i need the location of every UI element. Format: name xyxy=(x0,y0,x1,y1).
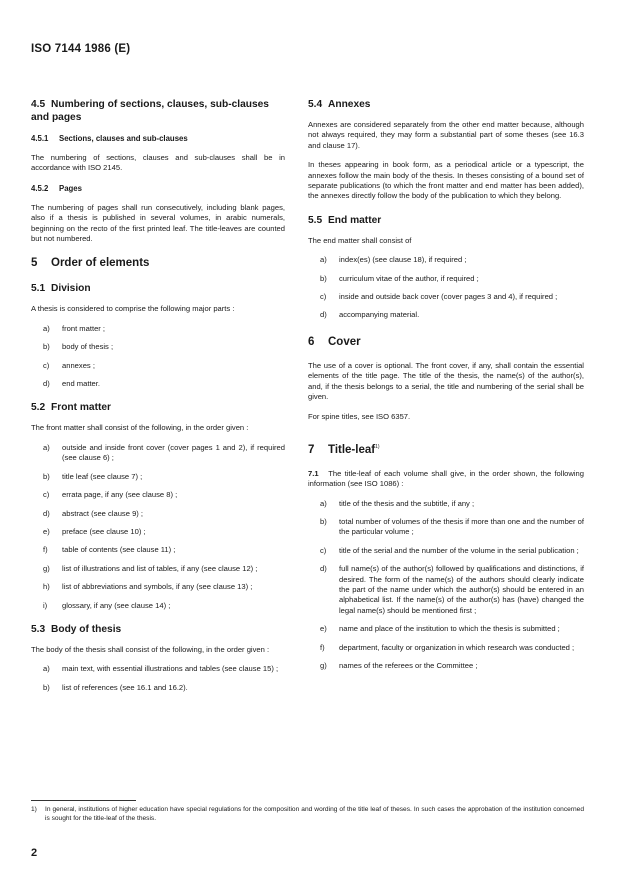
section-number: 5.2 xyxy=(31,402,46,414)
section-title: Cover xyxy=(328,335,361,348)
list-item xyxy=(31,443,285,464)
paragraph: The numbering of pages shall run consecutively, including blank pages, also if a thesis is published in several volumes, in arabic numerals, beginning on the recto of the first printed leaf. The title-leaves are counted but not numbered. xyxy=(31,202,285,244)
section-title: Order of elements xyxy=(51,257,150,270)
list-text: title of the thesis and the subtitle, if any ; xyxy=(339,498,475,508)
list-marker: a) xyxy=(43,323,50,333)
paragraph: A thesis is considered to comprise the following major parts : xyxy=(31,304,235,314)
paragraph: The body of the thesis shall consist of the following, in the order given : xyxy=(31,644,270,654)
list-item xyxy=(31,342,285,352)
list-marker: b) xyxy=(43,682,50,692)
list-text: preface (see clause 10) ; xyxy=(62,526,146,536)
list-marker: a) xyxy=(320,255,327,265)
section-5-2-heading xyxy=(31,401,285,414)
list-text: full name(s) of the author(s) followed by qualifications and distinctions, if desired. The form of the name(s) of the authors should clearly indicate the part of the name under which the author(s) should be entered in an alphabetical list. If the name(s) of the author(s) has (have) changed the legal name(s) should be mentioned first ; xyxy=(339,564,584,615)
section-number: 5.3 xyxy=(31,623,46,635)
section-5-heading xyxy=(31,256,285,270)
section-number: 7.1 xyxy=(308,468,319,478)
list-marker: g) xyxy=(43,563,50,573)
paragraph-text: The title-leaf of each volume shall give, in the order shown, the following information (see ISO 1086) : xyxy=(308,468,584,489)
list-text: total number of volumes of the thesis if more than one and the number of the particular volume ; xyxy=(339,516,584,537)
paragraph: In theses appearing in book form, as a periodical article or a typescript, the annexes follow the main body of the thesis. In theses consisting of a bound set of separate publications (to which the front matter and end matter has been added), the annexes directly follow the body of the publication to which they belong. xyxy=(308,160,584,201)
paragraph: For spine titles, see ISO 6357. xyxy=(308,411,411,421)
list-5-2 xyxy=(31,443,285,611)
list-marker: b) xyxy=(43,471,50,481)
footnote-text: In general, institutions of higher education have special regulations for the composition and wording of the title leaf of theses. In such cases the approbation of the institution concerned is sought for the title-leaf of the thesis. xyxy=(45,806,584,822)
list-text: inside and outside back cover (cover pages 3 and 4), if required ; xyxy=(339,292,558,302)
list-marker: b) xyxy=(320,516,327,526)
section-number: 4.5.2 xyxy=(31,183,49,193)
list-marker: d) xyxy=(43,379,50,389)
list-marker: h) xyxy=(43,582,50,592)
paragraph: The front matter shall consist of the following, in the order given : xyxy=(31,423,249,433)
section-7-heading xyxy=(308,440,584,457)
list-text: curriculum vitae of the author, if required ; xyxy=(339,273,479,283)
list-text: front matter ; xyxy=(62,323,106,333)
list-text: end matter. xyxy=(62,379,100,389)
list-text: errata page, if any (see clause 8) ; xyxy=(62,490,178,500)
list-item xyxy=(31,324,285,334)
list-item xyxy=(31,582,285,592)
footnote-reference: 1) xyxy=(375,443,380,450)
list-text: body of thesis ; xyxy=(62,342,114,352)
section-number: 5.1 xyxy=(31,283,46,295)
list-marker: g) xyxy=(320,661,327,671)
list-marker: c) xyxy=(43,360,50,370)
list-item xyxy=(308,546,584,556)
section-title: Annexes xyxy=(328,99,371,110)
section-title: Front matter xyxy=(51,402,111,414)
section-number: 4.5.1 xyxy=(31,134,49,143)
section-number: 5.4 xyxy=(308,99,323,110)
list-marker: c) xyxy=(320,292,327,302)
section-title: Pages xyxy=(59,183,82,193)
section-number: 5.5 xyxy=(308,214,323,226)
list-marker: d) xyxy=(320,310,327,320)
list-marker: d) xyxy=(43,508,50,518)
list-item xyxy=(31,564,285,574)
list-marker: b) xyxy=(43,342,50,352)
page-number: 2 xyxy=(31,847,38,859)
section-number: 7 xyxy=(308,443,315,456)
list-marker: d) xyxy=(320,564,327,574)
section-title: Body of thesis xyxy=(51,623,122,635)
list-item xyxy=(31,379,285,389)
list-5-3 xyxy=(31,664,285,693)
paragraph: The use of a cover is optional. The front cover, if any, shall contain the essential elements of the title page. The title of the thesis, the name(s) of the author(s), and, if the thesis belongs to a serial, the title and numbering of the serial shall be given. xyxy=(308,360,584,402)
list-5-5 xyxy=(308,255,584,321)
list-item xyxy=(308,624,584,634)
list-text: title leaf (see clause 7) ; xyxy=(62,471,143,481)
list-item xyxy=(31,527,285,537)
list-item xyxy=(31,601,285,611)
list-text: names of the referees or the Committee ; xyxy=(339,661,478,671)
section-title: Division xyxy=(51,283,91,295)
section-5-5-heading xyxy=(308,214,584,227)
document-header: ISO 7144 1986 (E) xyxy=(31,43,131,55)
section-5-4-heading xyxy=(308,98,584,111)
list-text: department, faculty or organization in which research was conducted ; xyxy=(339,642,575,652)
list-item xyxy=(31,545,285,555)
list-text: table of contents (see clause 11) ; xyxy=(62,545,176,555)
list-text: annexes ; xyxy=(62,360,95,370)
list-marker: e) xyxy=(320,624,327,634)
list-item xyxy=(31,472,285,482)
list-item xyxy=(308,564,584,616)
section-title: Numbering of sections, clauses, sub-clauses and pages xyxy=(31,99,269,123)
list-item xyxy=(308,517,584,538)
section-number: 6 xyxy=(308,335,315,348)
list-marker: c) xyxy=(43,490,50,500)
left-column xyxy=(31,98,285,701)
list-text: list of references (see 16.1 and 16.2). xyxy=(62,682,188,692)
list-text: outside and inside front cover (cover pages 1 and 2), if required (see clause 6) ; xyxy=(62,442,285,463)
paragraph-7-1 xyxy=(308,469,584,490)
paragraph: The numbering of sections, clauses and sub-clauses shall be in accordance with ISO 2145. xyxy=(31,153,285,173)
list-item xyxy=(308,499,584,509)
list-text: index(es) (see clause 18), if required ; xyxy=(339,255,467,265)
list-text: list of illustrations and list of tables, if any (see clause 12) ; xyxy=(62,563,258,573)
section-4-5-2-heading xyxy=(31,183,285,194)
list-item xyxy=(31,361,285,371)
list-7-1 xyxy=(308,499,584,672)
footnote xyxy=(31,805,584,823)
list-marker: f) xyxy=(320,642,325,652)
list-marker: a) xyxy=(43,442,50,452)
list-item xyxy=(308,310,584,320)
section-6-heading xyxy=(308,335,584,349)
list-marker: b) xyxy=(320,273,327,283)
paragraph: The end matter shall consist of xyxy=(308,235,412,245)
list-marker: a) xyxy=(43,664,50,674)
list-item xyxy=(31,683,285,693)
footnote-marker: 1) xyxy=(31,806,37,813)
paragraph: Annexes are considered separately from the other end matter because, although not always required, they may form a substantial part of some theses (see 16.3 and clause 17). xyxy=(308,120,584,150)
section-4-5-heading xyxy=(31,98,285,124)
section-5-3-heading xyxy=(31,623,285,636)
section-4-5-1-heading xyxy=(31,133,285,144)
list-item xyxy=(31,490,285,500)
list-text: abstract (see clause 9) ; xyxy=(62,508,144,518)
section-title: End matter xyxy=(328,214,382,226)
right-column xyxy=(308,98,584,679)
list-text: glossary, if any (see clause 14) ; xyxy=(62,600,171,610)
list-marker: i) xyxy=(43,600,48,610)
list-marker: a) xyxy=(320,498,327,508)
list-text: accompanying material. xyxy=(339,310,420,320)
footnote-divider xyxy=(31,800,136,801)
list-marker: e) xyxy=(43,526,50,536)
list-item xyxy=(308,661,584,671)
section-number: 5 xyxy=(31,257,38,270)
list-text: list of abbreviations and symbols, if any (see clause 13) ; xyxy=(62,582,253,592)
list-item xyxy=(308,643,584,653)
list-marker: f) xyxy=(43,545,48,555)
list-5-1 xyxy=(31,324,285,390)
list-item xyxy=(31,509,285,519)
section-5-1-heading xyxy=(31,282,285,295)
list-item xyxy=(31,664,285,674)
section-number: 4.5 xyxy=(31,99,46,110)
section-title: Title-leaf xyxy=(328,443,376,456)
list-item xyxy=(308,292,584,302)
list-text: main text, with essential illustrations and tables (see clause 15) ; xyxy=(62,664,279,674)
list-marker: c) xyxy=(320,545,327,555)
list-item xyxy=(308,255,584,265)
list-text: name and place of the institution to which the thesis is submitted ; xyxy=(339,624,560,634)
list-item xyxy=(308,274,584,284)
section-title: Sections, clauses and sub-clauses xyxy=(59,134,188,143)
list-text: title of the serial and the number of the volume in the serial publication ; xyxy=(339,545,579,555)
